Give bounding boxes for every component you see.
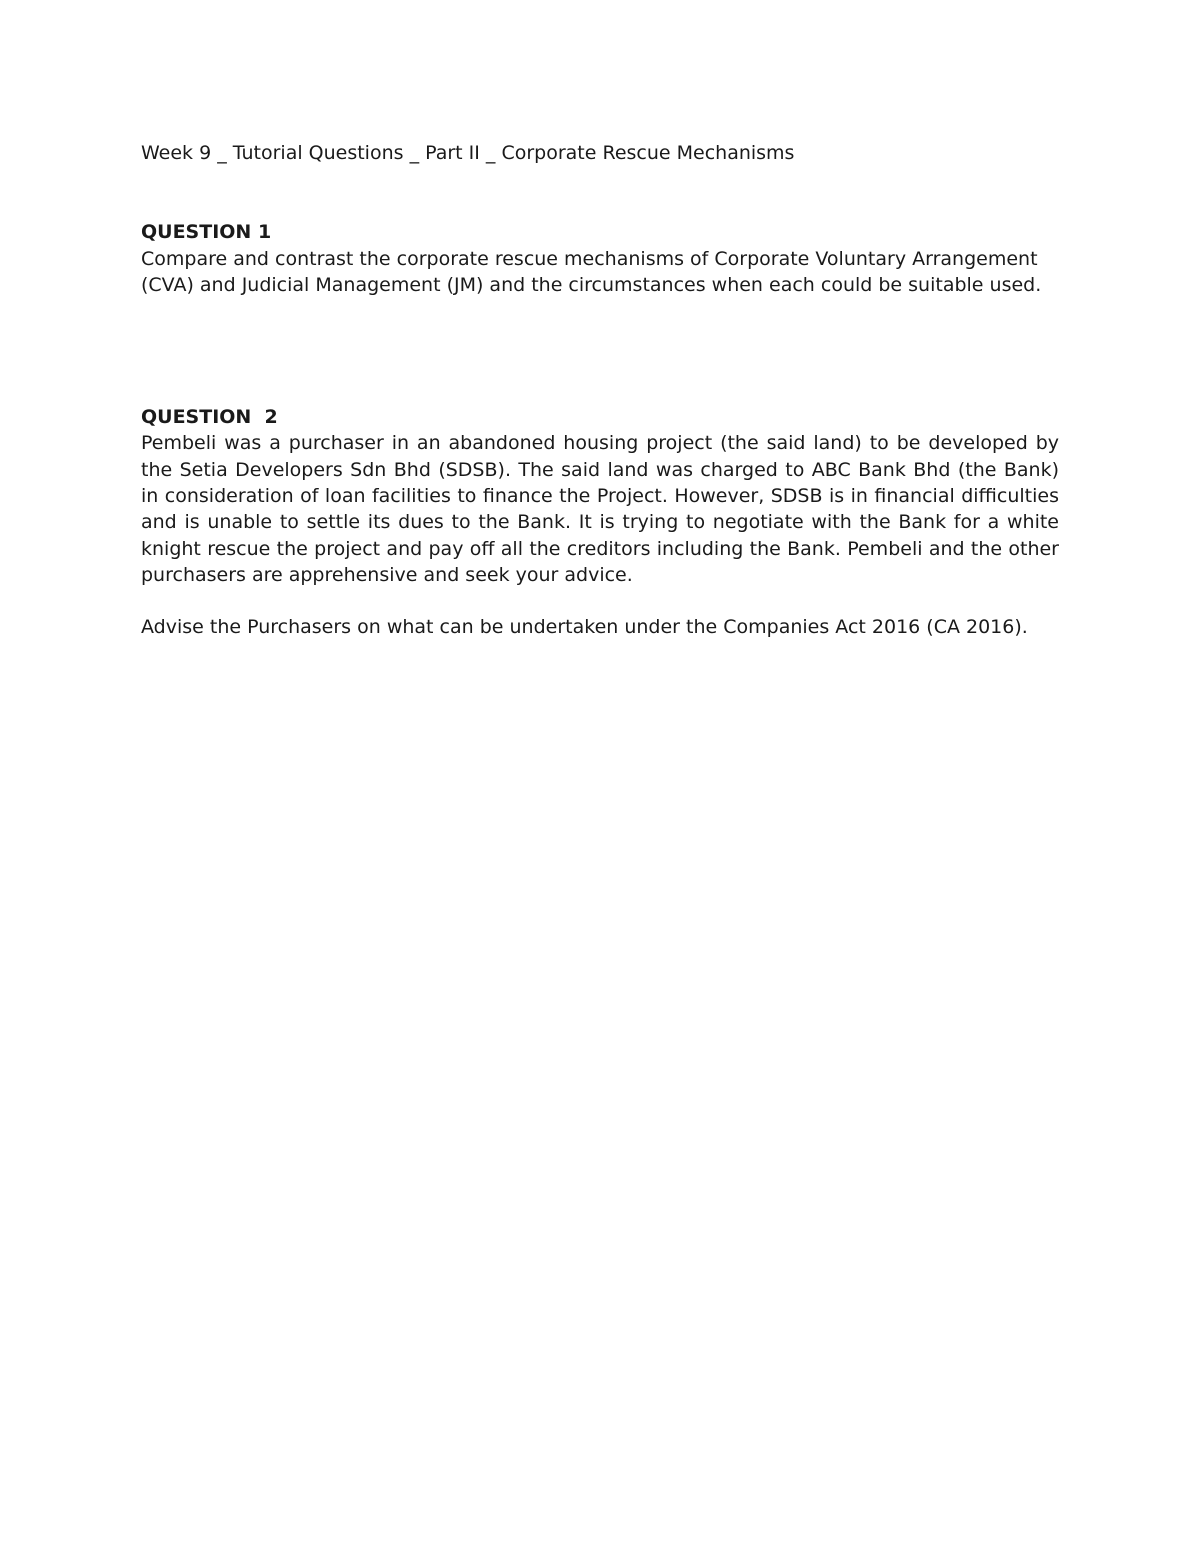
question-2-heading: QUESTION 2 (141, 406, 278, 429)
question-2-paragraph: Pembeli was a purchaser in an abandoned housing project (the said land) to be developed by the Setia Developers Sdn Bhd (SDSB). The said land was charged to ABC Bank Bhd (the Bank) in consideration of loan facilities to finance the Project. However, SDSB is in financial difficulties and is unable to settle its dues to the Bank. It is trying to negotiate with the Bank for a white knight rescue the project and pay off all the creditors including the Bank. Pembeli and the other purchasers are apprehensive and seek your advice. (141, 432, 1059, 586)
document-body (141, 140, 1059, 641)
question-1-section (141, 219, 1059, 298)
document-title: Week 9 _ Tutorial Questions _ Part II _ Corporate Rescue Mechanisms (141, 142, 795, 164)
question-1-text (141, 246, 1059, 299)
question-1-heading: QUESTION 1 (141, 221, 272, 244)
question-2-advice: Advise the Purchasers on what can be undertaken under the Companies Act 2016 (CA 2016). (141, 616, 1028, 639)
question-1-line-2: (CVA) and Judicial Management (JM) and the circumstances when each could be suitable used. (141, 273, 1042, 296)
question-1-line-1: Compare and contrast the corporate rescue mechanisms of Corporate Voluntary Arrangement (141, 247, 1038, 270)
question-2-section (141, 404, 1059, 640)
